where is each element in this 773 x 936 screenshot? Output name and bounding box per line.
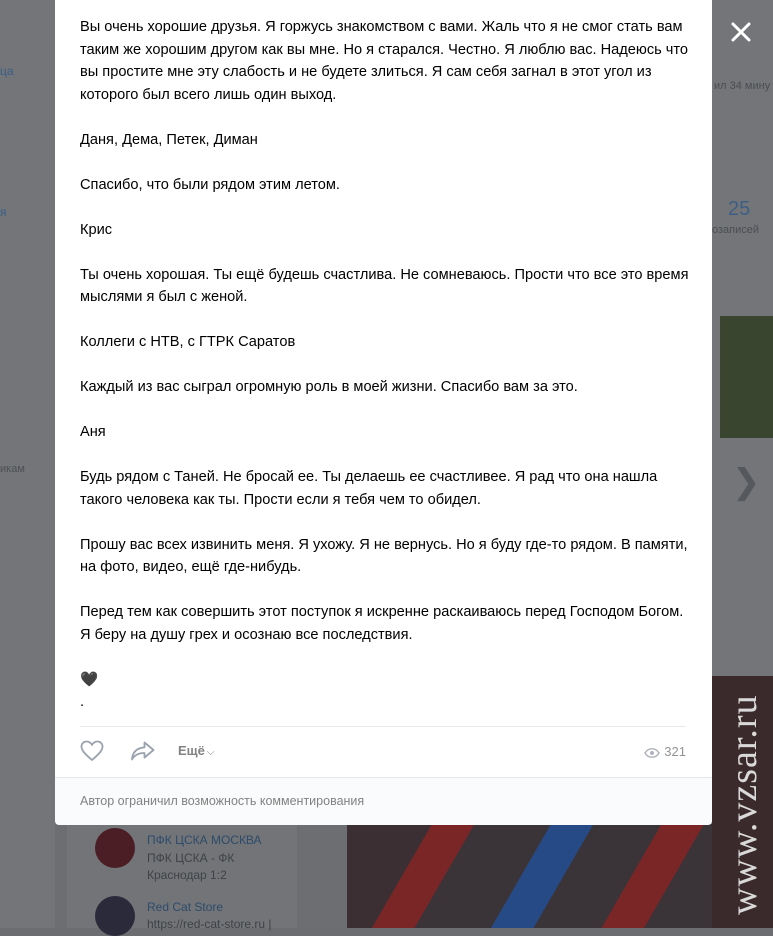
watermark: www.vzsar.ru bbox=[723, 694, 765, 915]
community-avatar bbox=[95, 828, 135, 868]
communities-list bbox=[67, 824, 297, 931]
background-time-text: ил 34 мину bbox=[714, 80, 771, 92]
share-arrow-icon bbox=[130, 740, 156, 762]
community-name: Red Cat Store bbox=[147, 900, 224, 914]
community-status: https://red-cat-store.ru | bbox=[147, 917, 272, 931]
community-avatar bbox=[95, 896, 135, 936]
eye-icon bbox=[644, 748, 660, 758]
community-status: Краснодар 1:2 bbox=[147, 868, 227, 882]
post-paragraph: Будь рядом с Таней. Не бросай ее. Ты делаешь ее счастливее. Я рад что она нашла такого человека как ты. Прости если я тебя чем то обидел. bbox=[80, 469, 658, 508]
post-paragraph: Ты очень хорошая. Ты ещё будешь счастлива. Не сомневаюсь. Прости что все это время мыслями я был с женой. bbox=[80, 266, 689, 305]
post-paragraph: Каждый из вас сыграл огромную роль в моей жизни. Спасибо вам за это. bbox=[80, 379, 578, 395]
background-fragment: я bbox=[0, 205, 7, 219]
like-button[interactable] bbox=[80, 740, 104, 762]
background-fragment: ца bbox=[0, 64, 14, 78]
post-paragraph: Аня bbox=[80, 424, 106, 440]
post-paragraph: Прошу вас всех извинить меня. Я ухожу. Я не вернусь. Но я буду где-то рядом. В памяти, на фото, видео, ещё где-нибудь. bbox=[80, 536, 688, 575]
comments-restricted-notice: Автор ограничил возможность комментирования bbox=[80, 794, 365, 808]
chevron-down-icon: ⌵ bbox=[206, 747, 215, 758]
more-menu-button[interactable] bbox=[178, 743, 214, 758]
post-actions-bar bbox=[80, 726, 686, 777]
post-paragraph: Крис bbox=[80, 221, 113, 238]
post-paragraph: Коллеги с НТВ, с ГТРК Саратов bbox=[80, 334, 296, 350]
post-paragraph: Перед тем как совершить этот поступок я искренне раскаиваюсь перед Господом Богом. Я беру на душу грех и осознаю все последствия. bbox=[80, 604, 684, 643]
post-paragraph: Спасибо, что были рядом этим летом. bbox=[80, 176, 340, 193]
close-icon bbox=[727, 18, 755, 46]
background-lower-area bbox=[55, 824, 712, 931]
post-paragraph: Даня, Дема, Петек, Диман bbox=[80, 131, 258, 148]
chevron-right-icon: ❯ bbox=[732, 463, 761, 501]
post-modal bbox=[55, 0, 712, 824]
post-text bbox=[80, 16, 690, 714]
background-count-label: озаписей bbox=[712, 224, 760, 236]
close-button[interactable] bbox=[727, 18, 755, 46]
background-photo bbox=[347, 824, 712, 928]
community-name: ПФК ЦСКА МОСКВА bbox=[147, 833, 262, 847]
views-count: 321 bbox=[664, 744, 686, 759]
post-paragraph: . bbox=[80, 694, 85, 710]
views-counter bbox=[644, 744, 686, 759]
background-left-column bbox=[0, 0, 55, 928]
community-status: ПФК ЦСКА - ФК bbox=[147, 851, 235, 865]
background-count: 25 bbox=[728, 198, 751, 220]
share-button[interactable] bbox=[130, 740, 156, 762]
post-paragraph: Вы очень хорошие друзья. Я горжусь знакомством с вами. Жаль что я не смог стать вам таким же хорошим другом как вы мне. Но я старался. Честно. Я люблю вас. Надеюсь что вы простите мне эту слабость и не будете злиться. Я сам себя загнал в этот угол из которого был всего лишь один выход. bbox=[80, 19, 689, 103]
black-heart-emoji: 🖤 bbox=[80, 671, 99, 688]
comments-footer bbox=[55, 777, 712, 825]
heart-icon bbox=[80, 740, 104, 762]
more-label: Ещё bbox=[178, 743, 205, 758]
background-fragment: икам bbox=[0, 463, 25, 475]
background-photo bbox=[720, 316, 773, 438]
